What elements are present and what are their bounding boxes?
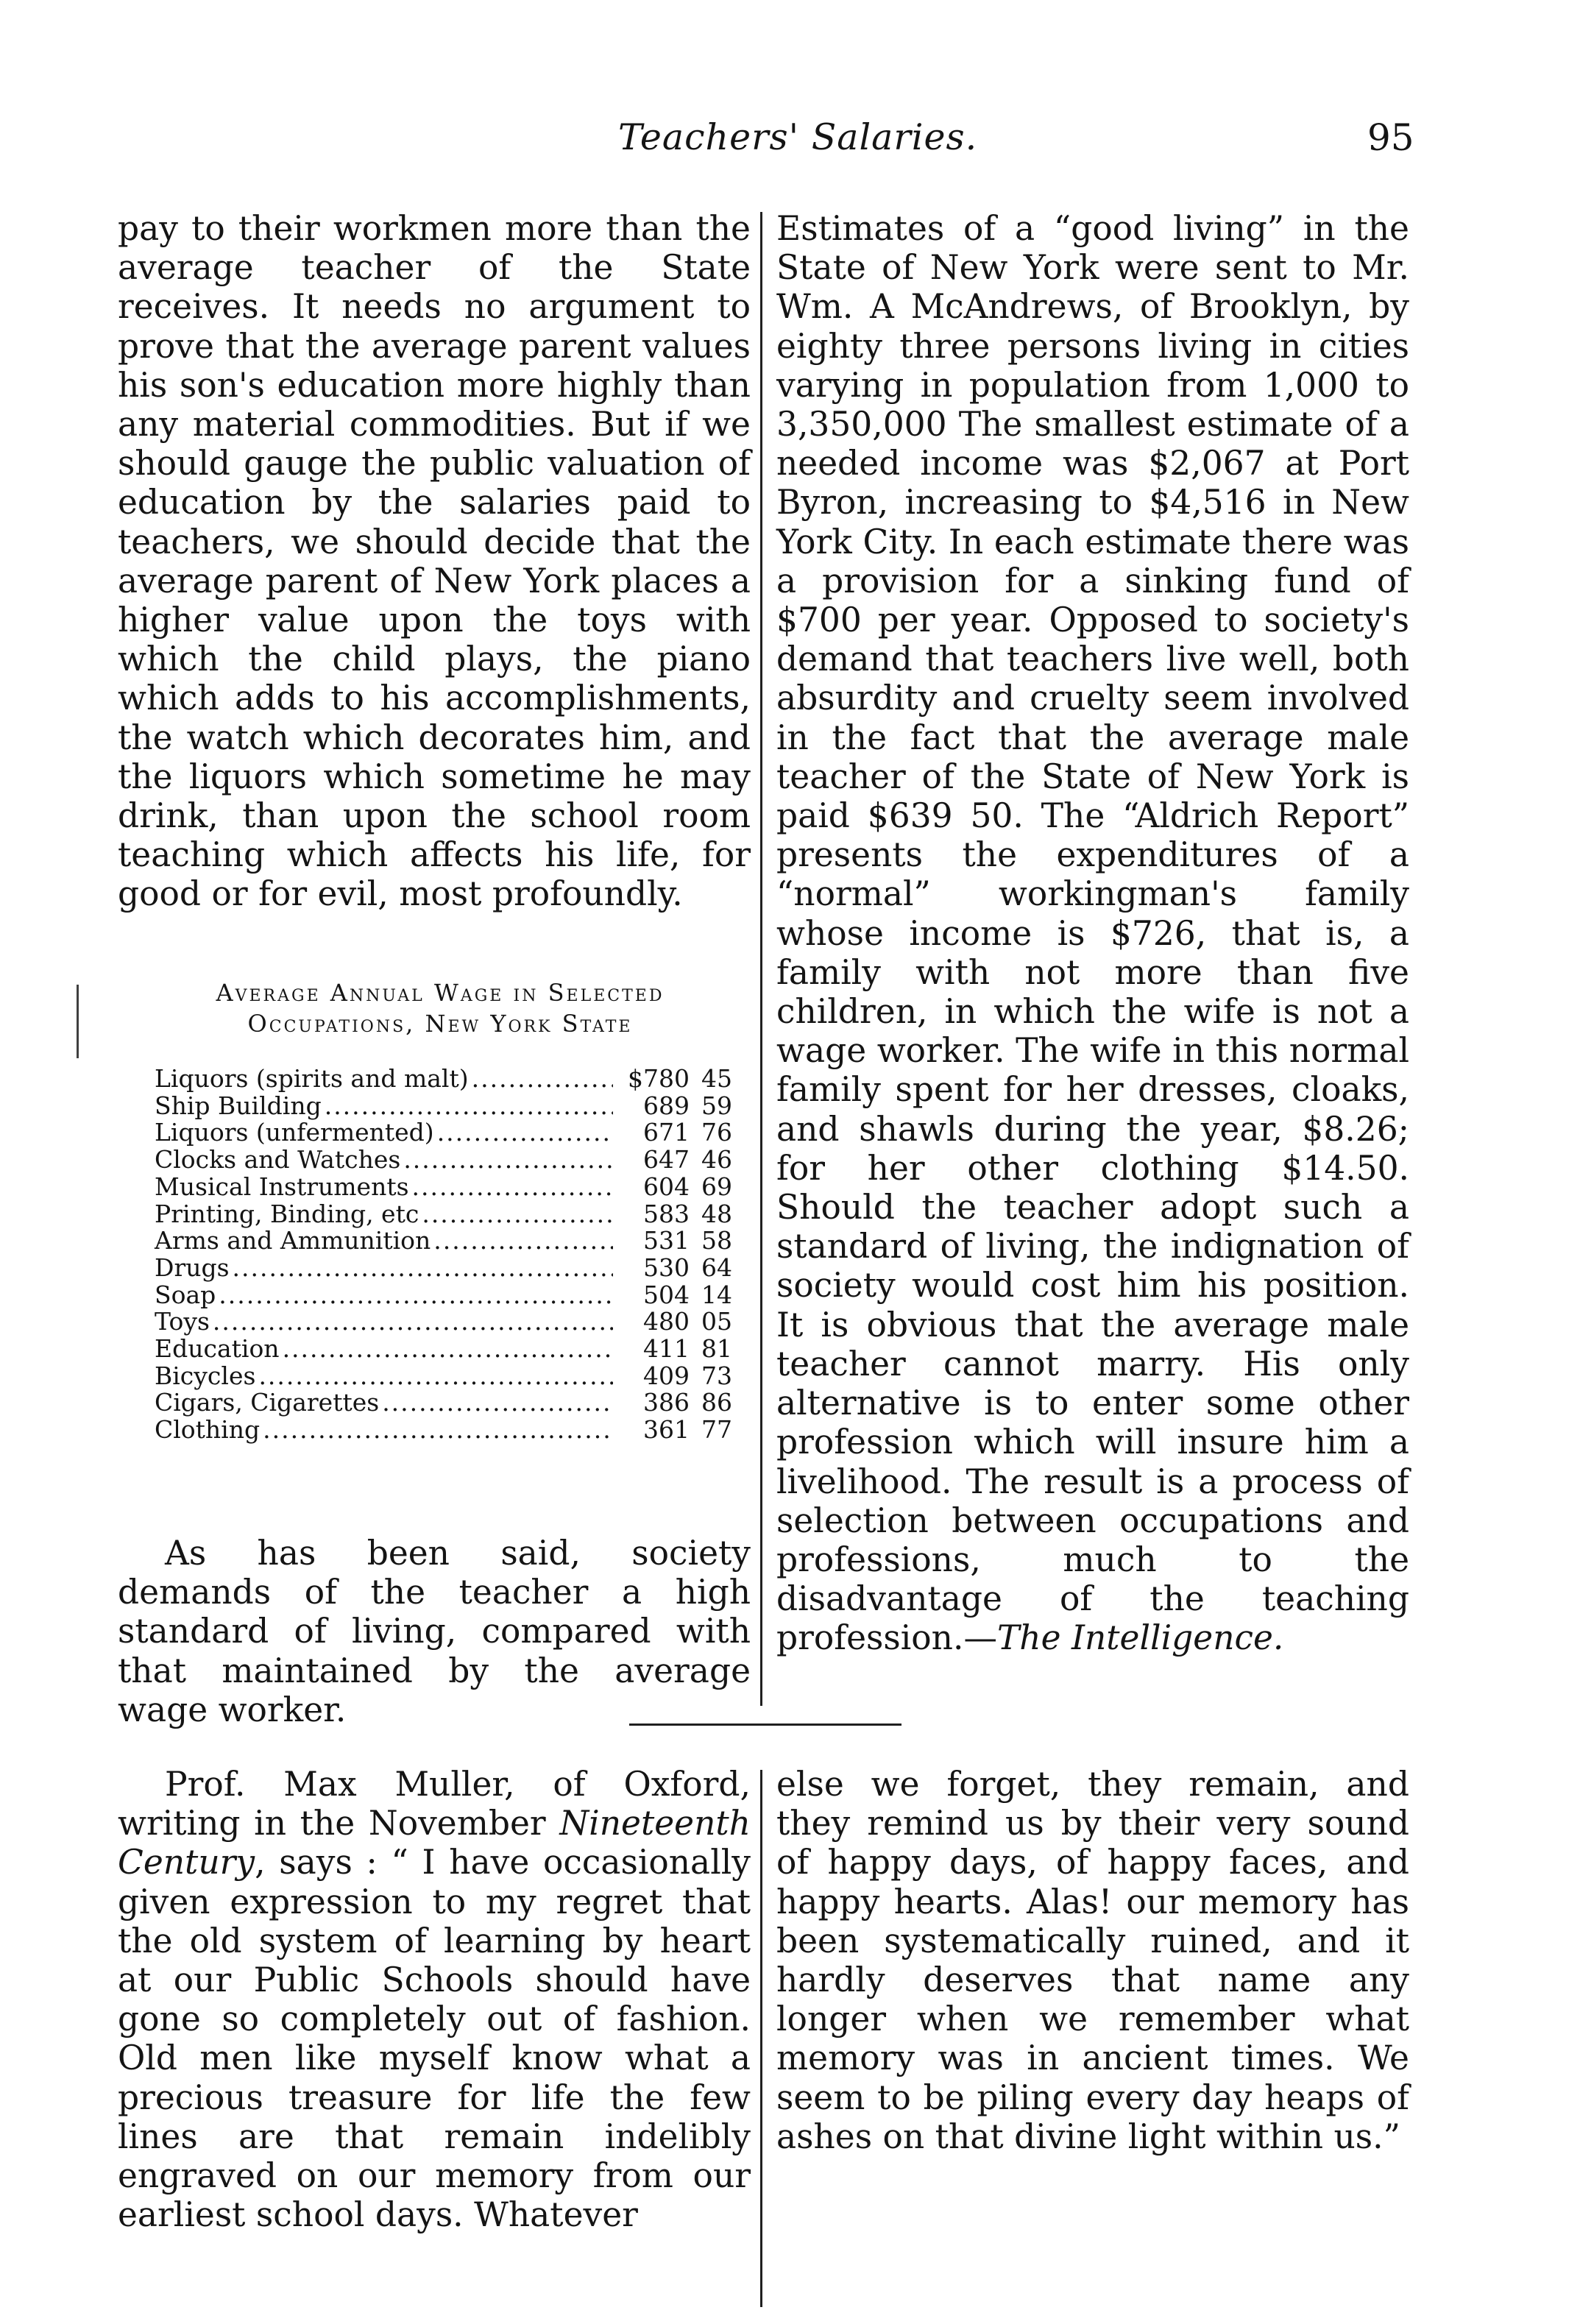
wage-cents: 76 xyxy=(701,1118,732,1147)
bottom-right-paragraph: else we forget, they remain, and they remind us by their very sound of happy days, of happy faces, and happy hearts. Alas! our memory has been systematically ruined, and it hardly deserves that name any longer when we remember what memory was in ancient times. We seem to be piling every day heaps of ashes on that divine light within us.” xyxy=(776,1765,1409,2156)
wage-table-title xyxy=(116,977,764,1039)
occupation-label: Drugs xyxy=(155,1253,230,1282)
leader-dots xyxy=(283,1336,613,1363)
wage-dollars: 409 xyxy=(643,1361,690,1390)
wage-table-row xyxy=(155,1389,732,1417)
leader-dots xyxy=(325,1093,613,1120)
occupation-label: Bicycles xyxy=(155,1361,256,1390)
leader-dots xyxy=(219,1282,613,1309)
wage-dollars: 504 xyxy=(643,1280,690,1309)
leader-dots xyxy=(412,1174,613,1201)
wage-cents: 86 xyxy=(701,1388,732,1417)
wage-cents: 46 xyxy=(701,1145,732,1175)
wage-dollars: 671 xyxy=(643,1118,690,1147)
leader-dots xyxy=(437,1119,613,1147)
running-title: Teachers' Salaries. xyxy=(618,116,978,158)
bottom-left-paragraph xyxy=(118,1765,751,2234)
wage-table-row xyxy=(155,1255,732,1282)
wage-table-title-line1: Average Annual Wage in Selected xyxy=(216,979,665,1007)
wage-table-row xyxy=(155,1147,732,1174)
occupation-label: Printing, Binding, etc xyxy=(155,1199,419,1228)
wage-cents: 64 xyxy=(701,1253,732,1282)
wage-dollars: 604 xyxy=(643,1172,690,1201)
leader-dots xyxy=(403,1147,613,1174)
wage-table-row xyxy=(155,1336,732,1363)
bottom-left-italic: Nineteenth Century xyxy=(118,1804,751,1882)
occupation-label: Clocks and Watches xyxy=(155,1145,401,1175)
wage-table-row xyxy=(155,1227,732,1255)
occupation-label: Cigars, Cigarettes xyxy=(155,1388,380,1417)
wage-cents: 48 xyxy=(701,1199,732,1228)
occupation-label: Liquors (spirits and malt) xyxy=(155,1064,469,1093)
wage-table-title-line2: Occupations, New York State xyxy=(247,1010,633,1038)
wage-table-row xyxy=(155,1282,732,1309)
leader-dots xyxy=(233,1255,613,1282)
wage-dollars: 583 xyxy=(643,1199,690,1228)
page-number: 95 xyxy=(1367,116,1414,159)
occupation-label: Arms and Ammunition xyxy=(155,1226,431,1255)
margin-mark xyxy=(77,985,79,1058)
wage-table-row xyxy=(155,1201,732,1228)
wage-table-row xyxy=(155,1119,732,1147)
wage-dollars: 411 xyxy=(643,1334,690,1364)
bottom-right-column xyxy=(776,1765,1409,2156)
wage-dollars: 530 xyxy=(643,1253,690,1282)
section-divider-rule xyxy=(629,1723,901,1726)
occupation-label: Soap xyxy=(155,1280,216,1309)
occupation-label: Clothing xyxy=(155,1415,261,1445)
wage-cents: 59 xyxy=(701,1091,732,1120)
top-right-paragraph xyxy=(776,209,1409,1658)
bottom-left-column xyxy=(118,1765,751,2234)
wage-table-row xyxy=(155,1066,732,1093)
wage-cents: 77 xyxy=(701,1415,732,1445)
wage-dollars: 480 xyxy=(643,1307,690,1336)
wage-table-row xyxy=(155,1363,732,1390)
occupation-label: Musical Instruments xyxy=(155,1172,409,1201)
lower-left-paragraph: As has been said, society demands of the teacher a high standard of living, compared with that maintained by the average wage worker. xyxy=(118,1534,751,1729)
wage-table-row xyxy=(155,1093,732,1120)
wage-cents: 58 xyxy=(701,1226,732,1255)
top-right-column xyxy=(776,209,1409,1658)
wage-cents: 69 xyxy=(701,1172,732,1201)
top-right-source: The Intelligence. xyxy=(996,1618,1284,1658)
wage-table-row xyxy=(155,1308,732,1336)
wage-cents: 45 xyxy=(701,1064,732,1093)
wage-table-row xyxy=(155,1174,732,1201)
wage-dollars: 689 xyxy=(643,1091,690,1120)
leader-dots xyxy=(433,1227,613,1255)
occupation-label: Education xyxy=(155,1334,280,1364)
leader-dots xyxy=(422,1201,613,1228)
top-right-body: Estimates of a “good living” in the State of New York were sent to Mr. Wm. A McAndrews, of Brooklyn, by eighty three persons living in cities varying in population from 1,000 to 3,350,000 The smallest estimate of a needed income was $2,067 at Port Byron, increasing to $4,516 in New York City. In each estimate there was a provision for a sinking fund of $700 per year. Opposed to society's demand that teachers live well, both absurdity and cruelty seem involved in the fact that the average male teacher of the State of New York is paid $639 50. The “Aldrich Report” presents the expenditures of a “normal” workingman's family whose income is $726, that is, a family with not more than five children, in which the wife is not a wage worker. The wife in this normal family spent for her dresses, cloaks, and shawls during the year, $8.26; for her other clothing $14.50. Should the teacher adopt such a standard of living, the indignation of society would cost him his position. It is obvious that the average male teacher cannot marry. His only alternative is to enter some other profession which will insure him a livelihood. The result is a process of selection between occupations and professions, much to the disadvantage of the teaching profession.— xyxy=(776,209,1409,1658)
wage-dollars: 386 xyxy=(643,1388,690,1417)
bottom-left-part1: Prof. Max Muller, of Oxford, writing in the November xyxy=(118,1765,751,1843)
wage-cents: 05 xyxy=(701,1307,732,1336)
wage-dollars: 361 xyxy=(643,1415,690,1445)
wage-table xyxy=(155,1066,732,1444)
wage-cents: 14 xyxy=(701,1280,732,1309)
wage-cents: 81 xyxy=(701,1334,732,1364)
wage-dollars: 531 xyxy=(643,1226,690,1255)
wage-cents: 73 xyxy=(701,1361,732,1390)
wage-table-row xyxy=(155,1417,732,1444)
bottom-left-part2: , says : “ I have occasionally given expression to my regret that the old system of learning by heart at our Public Schools should have gone so completely out of fashion. Old men like myself know what a precious treasure for life the few lines are that remain indelibly engraved on our memory from our earliest school days. Whatever xyxy=(118,1843,751,2235)
column-divider-bottom xyxy=(760,1770,762,2307)
leader-dots xyxy=(263,1417,613,1444)
leader-dots xyxy=(382,1389,613,1417)
occupation-label: Liquors (unfermented) xyxy=(155,1118,434,1147)
leader-dots xyxy=(213,1308,613,1336)
top-left-column xyxy=(118,209,751,914)
wage-dollars: $780 xyxy=(628,1064,690,1093)
column-divider-top xyxy=(760,212,762,1706)
wage-dollars: 647 xyxy=(643,1145,690,1175)
occupation-label: Toys xyxy=(155,1307,210,1336)
top-left-paragraph: pay to their workmen more than the average teacher of the State receives. It needs no argument to prove that the average parent values his son's education more highly than any material commodities. But if we should gauge the public valuation of education by the salaries paid to teachers, we should decide that the average parent of New York places a higher value upon the toys with which the child plays, the piano which adds to his accomplishments, the watch which decorates him, and the liquors which sometime he may drink, than upon the school room teaching which affects his life, for good or for evil, most profoundly. xyxy=(118,209,751,914)
leader-dots xyxy=(472,1066,613,1093)
leader-dots xyxy=(258,1363,613,1390)
occupation-label: Ship Building xyxy=(155,1091,322,1120)
